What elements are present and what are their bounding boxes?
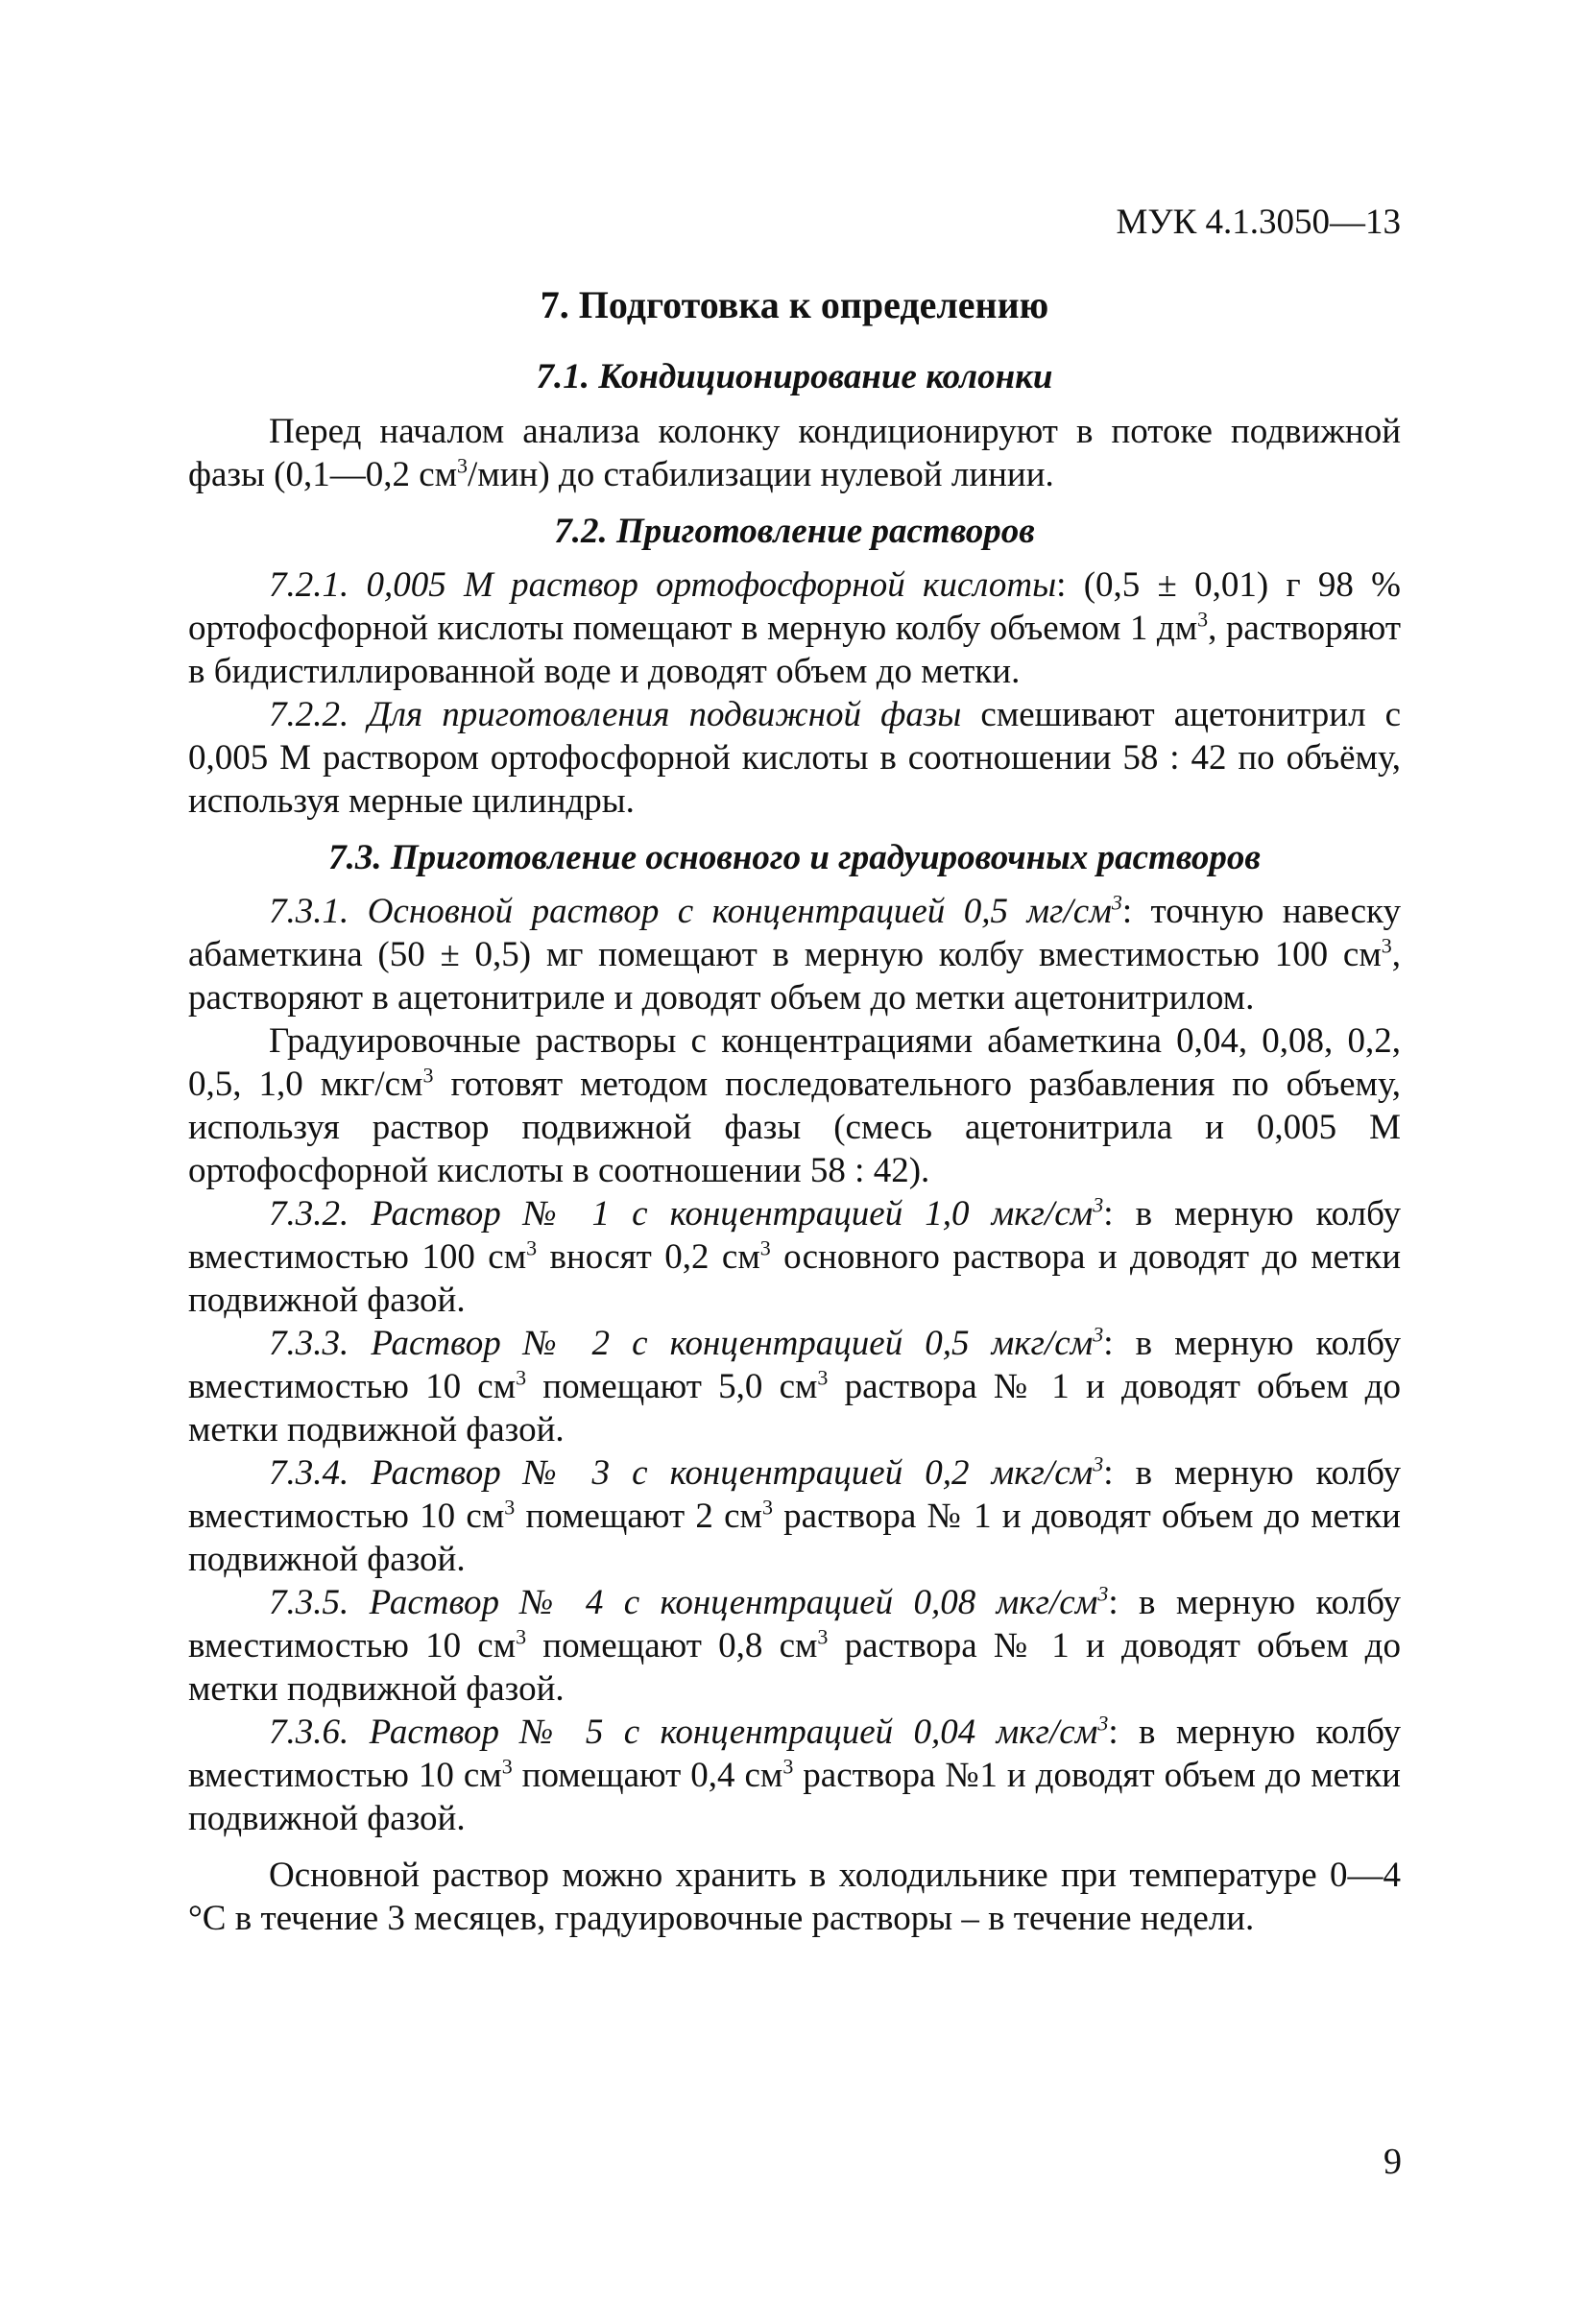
lead-text: 7.3.6. Раствор № 5 с концентрацией 0,04 мкг/см bbox=[269, 1713, 1098, 1753]
text: помещают 2 см bbox=[515, 1497, 762, 1537]
lead-text: 7.3.3. Раствор № 2 с концентрацией 0,5 мкг/см bbox=[269, 1324, 1094, 1364]
superscript: 3 bbox=[526, 1235, 538, 1260]
subsection-title-7-1: 7.1. Кондиционирование колонки bbox=[536, 357, 1053, 397]
text: раствора №1 и доводят объем до метки подвижной фазой. bbox=[188, 1756, 1401, 1839]
document-page bbox=[188, 202, 1401, 1940]
superscript: 3 bbox=[422, 1063, 434, 1088]
superscript: 3 bbox=[759, 1235, 771, 1260]
lead-text: 7.2.2. Для приготовления подвижной фазы bbox=[269, 694, 962, 734]
paragraph-7-3-3 bbox=[188, 1322, 1401, 1451]
lead-text: 7.3.2. Раствор № 1 с концентрацией 1,0 мкг/см bbox=[269, 1194, 1094, 1234]
paragraph-storage: Основной раствор можно хранить в холодильнике при температуре 0—4 °С в течение 3 месяцев, градуировочные растворы – в течение недели. bbox=[188, 1856, 1401, 1939]
paragraph-calibration bbox=[188, 1019, 1401, 1192]
text: раствора № 1 и доводят объем до метки подвижной фазой. bbox=[188, 1626, 1401, 1710]
text: : точную навеску абаметкина (50 ± 0,5) мг помещают в мерную колбу вместимостью 100 см bbox=[188, 892, 1401, 975]
lead-text: 7.2.1. 0,005 М раствор ортофосфорной кислоты bbox=[269, 564, 1057, 605]
text: , растворяют в ацетонитриле и доводят объем до метки ацетонитрилом. bbox=[188, 935, 1401, 1018]
superscript: 3 bbox=[516, 1624, 527, 1649]
paragraph-7-3-4 bbox=[188, 1451, 1401, 1581]
lead-text: 7.3.4. Раствор № 3 с концентрацией 0,2 мкг/см bbox=[269, 1453, 1094, 1494]
text: , растворяют в бидистиллированной воде и доводят объем до метки. bbox=[188, 608, 1401, 691]
paragraph-7-2-2 bbox=[188, 693, 1401, 823]
text: /мин) до стабилизации нулевой линии. bbox=[468, 454, 1054, 494]
superscript: 3 bbox=[1197, 607, 1209, 632]
superscript: 3 bbox=[1097, 1581, 1109, 1606]
superscript: 3 bbox=[501, 1754, 513, 1779]
document-code: МУК 4.1.3050—13 bbox=[1116, 203, 1401, 242]
superscript: 3 bbox=[1093, 1322, 1104, 1347]
superscript: 3 bbox=[516, 1365, 527, 1390]
text: : в мерную колбу вместимостью 100 см bbox=[188, 1194, 1401, 1278]
lead-text: 7.3.5. Раствор № 4 с концентрацией 0,08 мкг/см bbox=[269, 1583, 1098, 1623]
superscript: 3 bbox=[457, 453, 469, 478]
text: смешивают ацетонитрил с 0,005 М раствором ортофосфорной кислоты в соотношении 58 : 42 по объёму, используя мерные цилиндры. bbox=[188, 694, 1401, 821]
superscript: 3 bbox=[817, 1624, 829, 1649]
paragraph-7-2-1 bbox=[188, 563, 1401, 693]
superscript: 3 bbox=[761, 1495, 773, 1520]
superscript: 3 bbox=[817, 1365, 829, 1390]
text: готовят методом последовательного разбавления по объему, используя раствор подвижной фазы (смесь ацетонитрила и 0,005 М ортофосфорной кислоты в соотношении 58 : 42). bbox=[188, 1065, 1402, 1191]
paragraph-7-3-5 bbox=[188, 1581, 1401, 1711]
subsection-title-7-2: 7.2. Приготовление растворов bbox=[554, 511, 1035, 551]
paragraph-7-1 bbox=[188, 410, 1401, 496]
subsection-title-7-3: 7.3. Приготовление основного и градуировочных растворов bbox=[328, 837, 1261, 877]
text: вносят 0,2 см bbox=[537, 1237, 760, 1278]
paragraph-7-3-2 bbox=[188, 1192, 1401, 1322]
superscript: 3 bbox=[1097, 1711, 1109, 1736]
superscript: 3 bbox=[782, 1754, 794, 1779]
text: Градуировочные растворы с концентрациями абаметкина 0,04, 0,08, 0,2, 0,5, 1,0 мкг/см bbox=[188, 1021, 1401, 1105]
text: основного раствора и доводят до метки подвижной фазой. bbox=[188, 1237, 1401, 1321]
lead-text: 7.3.1. Основной раствор с концентрацией 0,5 мг/см bbox=[269, 892, 1112, 932]
superscript: 3 bbox=[1381, 933, 1392, 958]
text: : в мерную колбу вместимостью 10 см bbox=[188, 1324, 1401, 1407]
text: : (0,5 ± 0,01) г 98 % ортофосфорной кислоты помещают в мерную колбу объемом 1 дм bbox=[188, 564, 1401, 648]
text: помещают 0,8 см bbox=[526, 1626, 818, 1666]
text: раствора № 1 и доводят объем до метки подвижной фазой. bbox=[188, 1367, 1401, 1450]
text: : в мерную колбу вместимостью 10 см bbox=[188, 1583, 1401, 1666]
paragraph-7-3-1 bbox=[188, 890, 1401, 1019]
text: Перед началом анализа колонку кондиционируют в потоке подвижной фазы (0,1—0,2 см bbox=[188, 411, 1401, 494]
superscript: 3 bbox=[1093, 1192, 1104, 1217]
text: : в мерную колбу вместимостью 10 см bbox=[188, 1453, 1401, 1537]
text: помещают 0,4 см bbox=[512, 1756, 783, 1796]
superscript: 3 bbox=[1093, 1451, 1104, 1476]
superscript: 3 bbox=[504, 1495, 516, 1520]
text: помещают 5,0 см bbox=[526, 1367, 818, 1407]
text: раствора № 1 и доводят объем до метки подвижной фазой. bbox=[188, 1497, 1401, 1580]
page-number: 9 bbox=[1383, 2142, 1402, 2182]
text: : в мерную колбу вместимостью 10 см bbox=[188, 1713, 1401, 1796]
section-title: 7. Подготовка к определению bbox=[540, 283, 1049, 327]
paragraph-7-3-6 bbox=[188, 1711, 1401, 1840]
superscript: 3 bbox=[1111, 890, 1122, 915]
